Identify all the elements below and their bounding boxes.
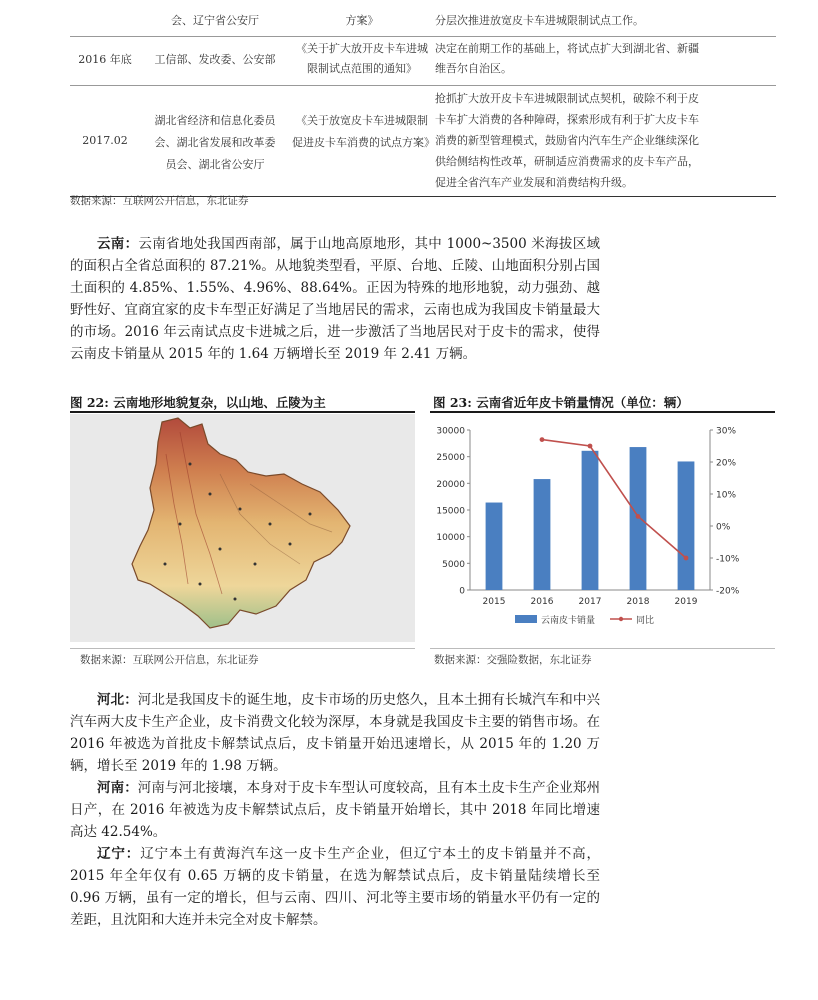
x-tick-label: 2017: [578, 597, 602, 607]
hebei-lead: 河北：: [97, 692, 138, 708]
yoy-point: [588, 444, 593, 449]
table-cell-note: 决定在前期工作的基础上，将试点扩大到湖北省、新疆 维吾尔自治区。: [435, 42, 699, 75]
table-cell-year: 2016 年底: [78, 53, 132, 66]
x-tick-label: 2018: [626, 597, 650, 607]
right-tick-label: -20%: [716, 586, 740, 597]
table-cell-doc: 《关于扩大放开皮卡车进城限制试点范围的通知》: [296, 42, 428, 75]
yoy-point: [684, 556, 689, 561]
x-tick-label: 2015: [482, 597, 506, 607]
right-tick-label: 10%: [716, 490, 737, 501]
left-tick-label: 0: [459, 586, 465, 597]
henan-paragraph: [70, 777, 600, 843]
bar-2017: [582, 451, 599, 590]
liaoning-text: 辽宁本土有黄海汽车这一皮卡生产企业，但辽宁本土的皮卡销量并不高，2015 年全年仅有 0.65 万辆的皮卡销量，在选为解禁试点后，皮卡销量陆续增长至 0.96 万辆，虽有一定的增长，但与云南、四川、河北等主要市场的销量水平仍有一定的差距，且沈阳和大连并未完全对皮卡解禁。: [70, 846, 601, 928]
right-tick-label: 20%: [716, 458, 737, 469]
x-tick-label: 2019: [674, 597, 698, 607]
left-tick-label: 5000: [442, 559, 465, 570]
figure-23-source: 数据来源：交强险数据，东北证券: [434, 654, 592, 666]
bar-2015: [486, 503, 503, 590]
left-tick-label: 15000: [436, 506, 465, 517]
yunnan-text: 云南省地处我国西南部，属于山地高原地形，其中 1000~3500 米海拔区域的面积占全省总面积的 87.21%。从地貌类型看，平原、台地、丘陵、山地面积分别占国土面积的 4.85%、1.55%、4.96%、88.64%。正因为特殊的地形地貌，动力强劲、越野性好、宜商宜家的皮卡车型正好满足了当地居民的需求，云南也成为我国皮卡销量最大的市场。2016 年云南试点皮卡进城之后，进一步激活了当地居民对于皮卡的需求，使得云南皮卡销量从 2015 年的 1.64 万辆增长至 2019 年 2.41 万辆。: [70, 236, 601, 362]
table-row: [70, 86, 776, 197]
legend-label-bar: 云南皮卡销量: [541, 616, 596, 626]
table-cell-note: 抢抓扩大放开皮卡车进城限制试点契机，破除不利于皮 卡车扩大消费的各种障碍，探索形成有利于扩大皮卡车 消费的新型管理模式，鼓励省内汽车生产企业继续深化 供给侧结构性改革，研制适应消费需求的皮卡车产品， 促进全省汽车产业发展和消费结构升级。: [435, 92, 699, 189]
left-tick-label: 10000: [436, 533, 465, 544]
table-row: [70, 37, 776, 86]
policy-table: [70, 8, 776, 197]
hebei-text: 河北是我国皮卡的诞生地，皮卡市场的历史悠久，且本土拥有长城汽车和中兴汽车两大皮卡生产企业，皮卡消费文化较为深厚，本身就是我国皮卡主要的销售市场。在 2016 年被选为首批皮卡解禁试点后，皮卡销量开始迅速增长，从 2015 年的 1.20 万辆，增长至 2019 年的 1.98 万辆。: [70, 692, 601, 774]
yoy-point: [540, 437, 545, 442]
figure-23-rule: [430, 411, 775, 413]
table-cell-dept: 湖北省经济和信息化委员会、湖北省发展和改革委员会、湖北省公安厅: [154, 114, 276, 171]
hebei-paragraph: [70, 689, 600, 777]
left-tick-label: 20000: [436, 479, 465, 490]
table-cell-dept: 会、辽宁省公安厅: [171, 14, 259, 27]
yunnan-lead: 云南：: [97, 236, 139, 252]
table-cell-year: 2017.02: [82, 134, 128, 147]
right-tick-label: 0%: [716, 522, 731, 533]
liaoning-paragraph: [70, 843, 600, 931]
left-tick-label: 25000: [436, 453, 465, 464]
yoy-line: [542, 440, 686, 558]
table-row: [70, 8, 776, 37]
figure-22-rule: [70, 411, 415, 413]
table-cell-dept: 工信部、发改委、公安部: [154, 53, 276, 66]
figure-22-title: 图 22: 云南地形地貌复杂，以山地、丘陵为主: [70, 395, 326, 410]
liaoning-lead: 辽宁：: [97, 846, 141, 862]
right-tick-label: 30%: [716, 426, 737, 437]
table-cell-doc: 方案》: [345, 14, 379, 27]
figure-23-bottom-rule: [430, 648, 775, 649]
yoy-point: [636, 514, 641, 519]
table-cell-doc: 《关于放宽皮卡车进城限制促进皮卡车消费的试点方案》: [292, 114, 435, 149]
table-source: 数据来源：互联网公开信息，东北证券: [70, 195, 249, 207]
legend-swatch-bar: [515, 615, 537, 623]
legend-label-line: 同比: [636, 616, 655, 626]
bar-2019: [678, 461, 695, 590]
figure-22-bottom-rule: [70, 648, 415, 649]
terrain-map-graphic: [70, 414, 415, 642]
x-tick-label: 2016: [530, 597, 554, 607]
henan-lead: 河南：: [97, 780, 138, 796]
yunnan-province-shape: [132, 418, 350, 628]
figure-22-source: 数据来源：互联网公开信息，东北证券: [80, 654, 259, 666]
yunnan-terrain-map: [70, 414, 415, 642]
figure-23-title: 图 23: 云南省近年皮卡销量情况（单位：辆）: [433, 395, 689, 410]
bar-2016: [534, 479, 551, 590]
legend-marker-line: [619, 617, 623, 621]
left-tick-label: 30000: [436, 426, 465, 437]
sales-chart: [420, 418, 775, 643]
table-cell-note: 分层次推进放宽皮卡车进城限制试点工作。: [435, 14, 644, 27]
yunnan-paragraph: [70, 233, 600, 365]
sales-chart-svg: [420, 418, 775, 643]
henan-text: 河南与河北接壤，本身对于皮卡车型认可度较高，且有本土皮卡生产企业郑州日产，在 2016 年被选为皮卡解禁试点后，皮卡销量开始增长，其中 2018 年同比增速高达 42.54%。: [70, 780, 601, 840]
right-tick-label: -10%: [716, 554, 740, 565]
